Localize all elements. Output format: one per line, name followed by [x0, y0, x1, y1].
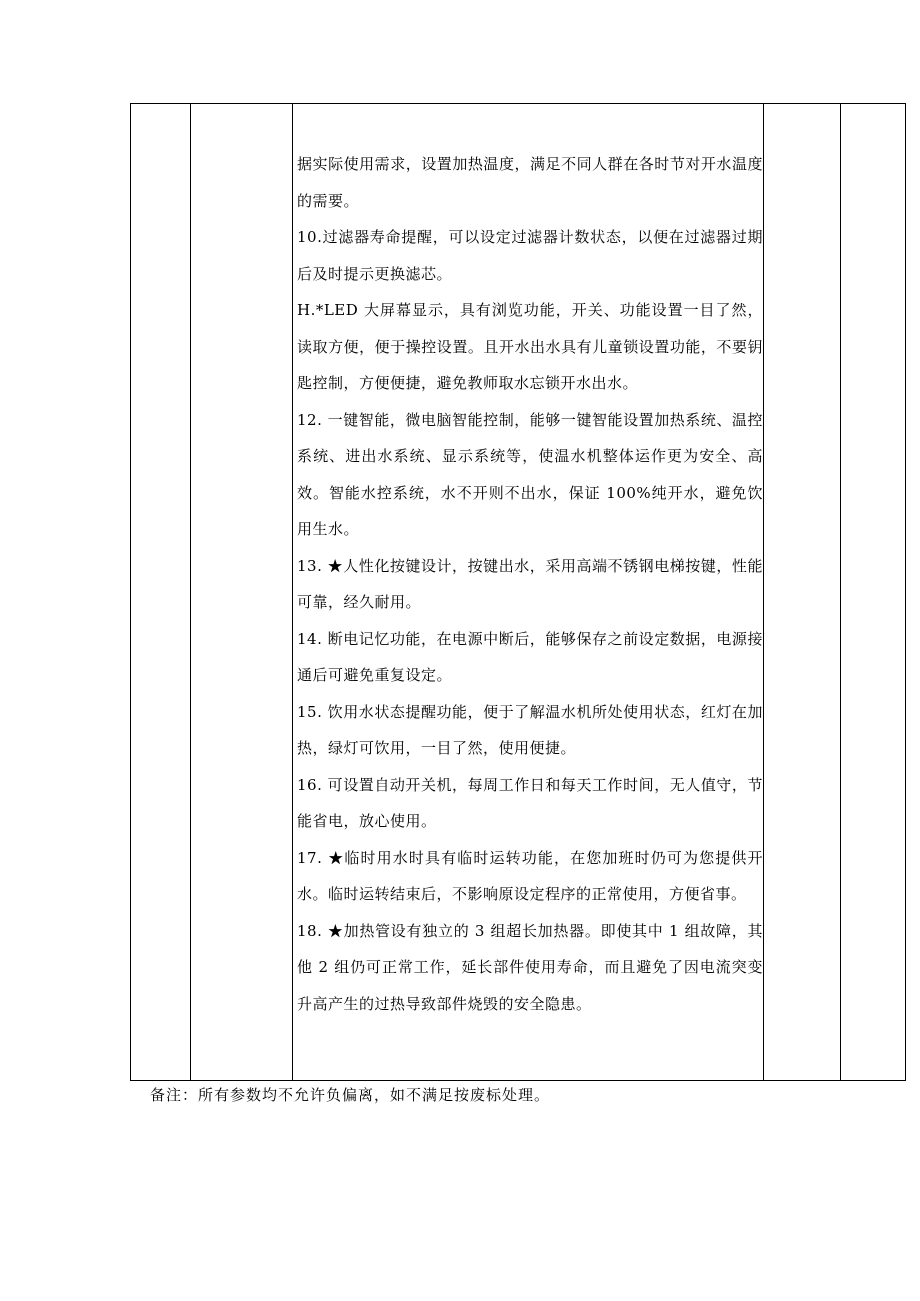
quantity-cell — [764, 104, 841, 1081]
index-cell — [131, 104, 191, 1081]
spec-paragraph: 18. ★加热管设有独立的 3 组超长加热器。即使其中 1 组故障，其他 2 组仍可正常工作，延长部件使用寿命，而且避免了因电流突变升高产生的过热导致部件烧毁的安全隐患。 — [297, 921, 763, 1013]
spec-paragraph: 10.过滤器寿命提醒，可以设定过滤器计数状态，以便在过滤器过期后及时提示更换滤芯。 — [297, 228, 763, 283]
spec-paragraph: 17. ★临时用水时具有临时运转功能，在您加班时仍可为您提供开水。临时运转结束后，不影响原设定程序的正常使用，方便省事。 — [297, 848, 763, 903]
spec-paragraph: 12. 一键智能，微电脑智能控制，能够一键智能设置加热系统、温控系统、进出水系统、显示系统等，使温水机整体运作更为安全、高效。智能水控系统，水不开则不出水，保证 100%纯开水，避免饮用生水。 — [297, 410, 763, 538]
table-row — [131, 104, 906, 1081]
spec-paragraph: 13. ★人性化按键设计，按键出水，采用高端不锈钢电梯按键，性能可靠，经久耐用。 — [297, 556, 763, 611]
item-name-cell — [191, 104, 293, 1081]
spec-paragraph: 14. 断电记忆功能，在电源中断后，能够保存之前设定数据，电源接通后可避免重复设定。 — [297, 629, 763, 684]
footnote: 备注：所有参数均不允许负偏离，如不满足按废标处理。 — [150, 1086, 551, 1104]
spec-table — [130, 103, 906, 1081]
remark-cell — [841, 104, 906, 1081]
spec-paragraph: H.*LED 大屏幕显示，具有浏览功能，开关、功能设置一目了然，读取方便，便于操控设置。且开水出水具有儿童锁设置功能，不要钥匙控制，方便便捷，避免教师取水忘锁开水出水。 — [297, 301, 763, 392]
spec-paragraph: 据实际使用需求，设置加热温度，满足不同人群在各时节对开水温度的需要。 — [297, 155, 763, 210]
spec-content-cell — [293, 104, 764, 1081]
spec-paragraph: 16. 可设置自动开关机，每周工作日和每天工作时间，无人值守，节能省电，放心使用。 — [297, 775, 763, 830]
spec-paragraph: 15. 饮用水状态提醒功能，便于了解温水机所处使用状态，红灯在加热，绿灯可饮用，一目了然，使用便捷。 — [297, 702, 763, 757]
